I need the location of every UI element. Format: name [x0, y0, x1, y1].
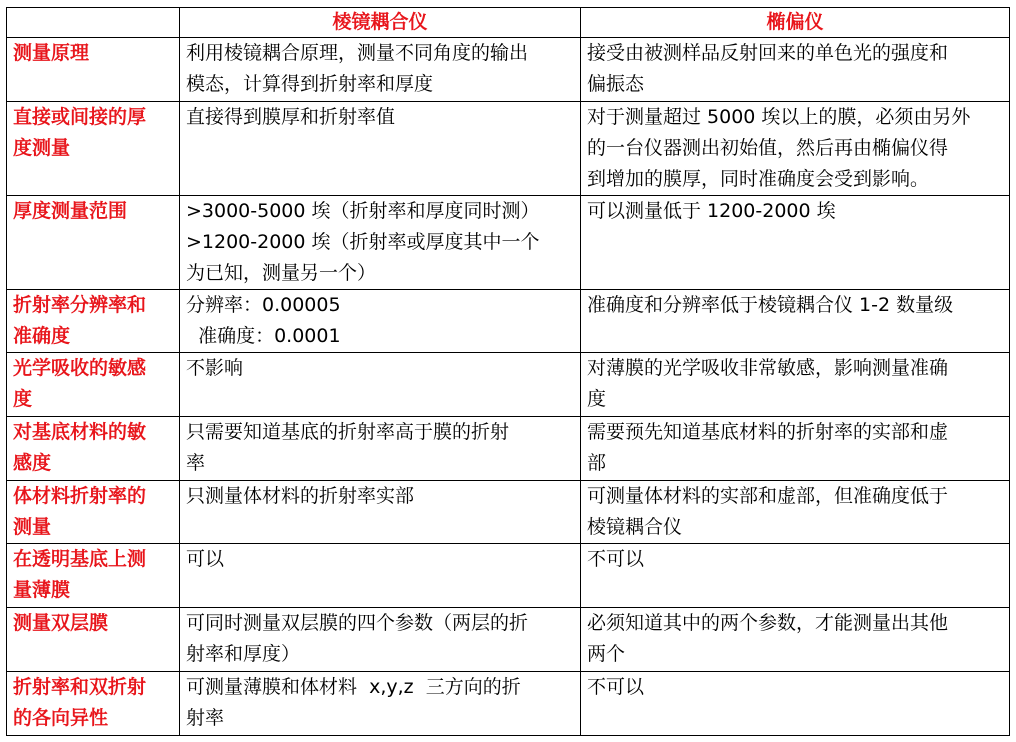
prism-coupler-cell [180, 102, 581, 196]
row-label-line: 折射率分辨率和 [13, 294, 147, 316]
cell-text-line: 部 [587, 452, 607, 474]
cell-text-line: >1200-2000 埃（折射率或厚度其中一个 [186, 231, 540, 253]
row-label-line: 在透明基底上测 [13, 548, 147, 570]
row-label-cell [7, 196, 180, 290]
row-label-line: 测量原理 [13, 42, 90, 64]
ellipsometer-cell [581, 353, 1010, 417]
cell-text-line: 可以测量低于 1200-2000 埃 [587, 200, 836, 222]
row-label-line: 度测量 [13, 137, 71, 159]
prism-coupler-cell [180, 417, 581, 481]
ellipsometer-cell [581, 102, 1010, 196]
table-row [7, 417, 1010, 481]
row-label-line: 光学吸收的敏感 [13, 357, 147, 379]
prism-coupler-cell [180, 544, 581, 608]
cell-text-line: 到增加的膜厚，同时准确度会受到影响。 [587, 168, 930, 190]
cell-text-line: 直接得到膜厚和折射率值 [186, 106, 396, 128]
row-label-line: 准确度 [13, 325, 71, 347]
cell-text-line: 模态，计算得到折射率和厚度 [186, 73, 434, 95]
prism-coupler-cell [180, 353, 581, 417]
ellipsometer-cell [581, 672, 1010, 736]
table-row [7, 290, 1010, 353]
cell-text-line: 率 [186, 452, 206, 474]
cell-text-line: 可测量薄膜和体材料 x,y,z 三方向的折 [186, 676, 521, 698]
cell-text-line: 两个 [587, 643, 626, 665]
cell-text-line: 可测量体材料的实部和虚部，但准确度低于 [587, 485, 949, 507]
cell-text-line: >3000-5000 埃（折射率和厚度同时测） [186, 200, 540, 222]
row-label-cell [7, 481, 180, 544]
cell-text-line: 只测量体材料的折射率实部 [186, 485, 415, 507]
cell-text-line: 偏振态 [587, 73, 645, 95]
table-row [7, 196, 1010, 290]
row-label-cell [7, 672, 180, 736]
row-label-line: 对基底材料的敏 [13, 421, 147, 443]
ellipsometer-cell [581, 38, 1010, 102]
row-label-cell [7, 353, 180, 417]
prism-coupler-cell [180, 672, 581, 736]
row-label-line: 度 [13, 388, 33, 410]
row-label-line: 测量 [13, 516, 52, 538]
cell-text-line: 接受由被测样品反射回来的单色光的强度和 [587, 42, 949, 64]
cell-text-line: 度 [587, 388, 607, 410]
cell-text-line: 只需要知道基底的折射率高于膜的折射 [186, 421, 510, 443]
cell-text-line: 射率和厚度） [186, 643, 301, 665]
table-row [7, 353, 1010, 417]
prism-coupler-cell [180, 38, 581, 102]
ellipsometer-cell [581, 544, 1010, 608]
row-label-line: 的各向异性 [13, 707, 109, 729]
ellipsometer-cell [581, 290, 1010, 353]
prism-coupler-cell [180, 481, 581, 544]
header-ellipsometer: 椭偏仪 [581, 8, 1010, 38]
cell-text-line: 对于测量超过 5000 埃以上的膜，必须由另外 [587, 106, 971, 128]
row-label-line: 测量双层膜 [13, 612, 109, 634]
row-label-cell [7, 544, 180, 608]
prism-coupler-cell [180, 196, 581, 290]
table-row [7, 481, 1010, 544]
header-row [7, 8, 1010, 38]
prism-coupler-cell [180, 608, 581, 672]
cell-text-line: 可以 [186, 548, 225, 570]
cell-text-line: 利用棱镜耦合原理，测量不同角度的输出 [186, 42, 529, 64]
prism-coupler-cell [180, 290, 581, 353]
cell-text-line: 不影响 [186, 357, 244, 379]
cell-text-line: 必须知道其中的两个参数，才能测量出其他 [587, 612, 949, 634]
table-row [7, 544, 1010, 608]
row-label-line: 感度 [13, 452, 52, 474]
cell-text-line: 不可以 [587, 548, 645, 570]
cell-text-line: 需要预先知道基底材料的折射率的实部和虚 [587, 421, 949, 443]
comparison-table [6, 7, 1010, 736]
ellipsometer-cell [581, 608, 1010, 672]
row-label-cell [7, 290, 180, 353]
ellipsometer-cell [581, 481, 1010, 544]
row-label-cell [7, 608, 180, 672]
row-label-line: 直接或间接的厚 [13, 106, 147, 128]
cell-text-line: 为已知，测量另一个） [186, 262, 377, 284]
table-row [7, 38, 1010, 102]
ellipsometer-cell [581, 196, 1010, 290]
cell-text-line: 分辨率：0.00005 [186, 294, 341, 316]
row-label-line: 体材料折射率的 [13, 485, 147, 507]
row-label-cell [7, 102, 180, 196]
row-label-line: 折射率和双折射 [13, 676, 147, 698]
cell-text-line: 准确度和分辨率低于棱镜耦合仪 1-2 数量级 [587, 294, 954, 316]
row-label-line: 量薄膜 [13, 579, 71, 601]
table-row [7, 672, 1010, 736]
header-prism-coupler: 棱镜耦合仪 [180, 8, 581, 38]
cell-text-line: 射率 [186, 707, 225, 729]
cell-text-line: 准确度：0.0001 [186, 325, 341, 347]
cell-text-line: 对薄膜的光学吸收非常敏感，影响测量准确 [587, 357, 949, 379]
cell-text-line: 的一台仪器测出初始值，然后再由椭偏仪得 [587, 137, 949, 159]
table-row [7, 102, 1010, 196]
row-label-line: 厚度测量范围 [13, 200, 128, 222]
ellipsometer-cell [581, 417, 1010, 481]
table-row [7, 608, 1010, 672]
row-label-cell [7, 417, 180, 481]
cell-text-line: 可同时测量双层膜的四个参数（两层的折 [186, 612, 529, 634]
cell-text-line: 棱镜耦合仪 [587, 516, 683, 538]
cell-text-line: 不可以 [587, 676, 645, 698]
header-corner-cell [7, 8, 180, 38]
row-label-cell [7, 38, 180, 102]
